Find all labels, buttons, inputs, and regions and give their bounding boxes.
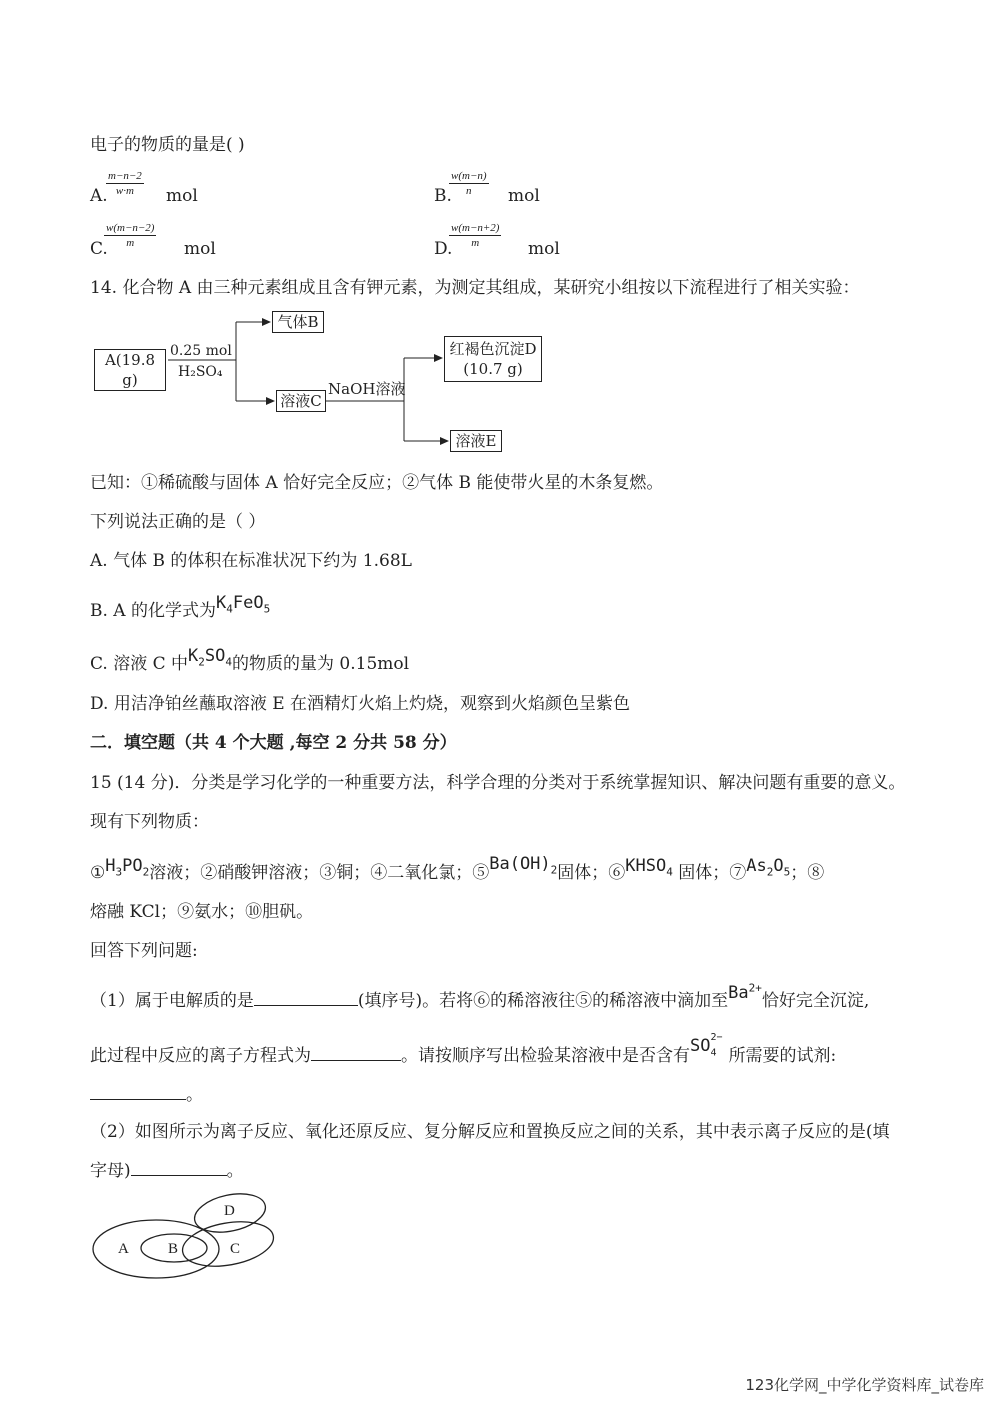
q13-option-d-letter: D. — [434, 239, 453, 259]
formula-h3po2: $H_3PO_2$ — [105, 856, 150, 879]
q13-option-a-fraction — [106, 170, 144, 197]
solution-e-box: 溶液E — [450, 430, 502, 452]
q14-option-a: A. 气体 B 的体积在标准状况下约为 1.68L — [90, 551, 412, 571]
formula-k4feo5: $K_4FeO_5$ — [215, 593, 271, 616]
q15-part2-line2 — [90, 1156, 244, 1181]
reagent-h2so4: H₂SO₄ — [178, 364, 223, 380]
precipitate-d-mass: (10.7 g) — [463, 360, 523, 378]
answer-blank-ionic-reaction[interactable] — [131, 1175, 227, 1176]
q15-part1-line1 — [90, 981, 870, 1011]
gas-b-box: 气体B — [272, 311, 324, 333]
q14-option-c-suffix: 的物质的量为 0.15mol — [232, 654, 410, 674]
q13-option-d-denominator: m — [471, 237, 480, 249]
item-1-marker: ① — [90, 863, 106, 883]
reagent-amount: 0.25 mol — [170, 343, 232, 359]
q13-option-c-numerator: w(m−n−2) — [106, 222, 155, 234]
venn-label-d: D — [224, 1203, 235, 1219]
part1-text-2: (填序号)。若将⑥的稀溶液往⑤的稀溶液中滴加至 — [357, 991, 729, 1011]
answer-blank-reagents[interactable] — [90, 1099, 186, 1100]
q13-option-b-denominator: n — [466, 185, 472, 197]
q15-part2-line1: （2）如图所示为离子反应、氧化还原反应、复分解反应和置换反应之间的关系，其中表示离子反应的是(填 — [90, 1122, 890, 1142]
q15-part1-line2 — [90, 1032, 837, 1068]
q13-option-a-letter: A. — [90, 186, 108, 206]
part1-text-6: 所需要的试剂: — [728, 1046, 837, 1066]
part1-text-1: （1）属于电解质的是 — [90, 991, 254, 1011]
substances-text-1: 溶液；②硝酸钾溶液；③铜；④二氧化氯；⑤ — [149, 863, 490, 883]
formula-ba-oh-2: $Ba(OH)_2$ — [489, 854, 558, 877]
q14-known: 已知：①稀硫酸与固体 A 恰好完全反应；②气体 B 能使带火星的木条复燃。 — [90, 473, 664, 493]
q14-prompt: 下列说法正确的是（ ） — [90, 512, 266, 532]
q13-option-b-letter: B. — [434, 186, 452, 206]
substances-text-4: ；⑧ — [790, 863, 825, 883]
substances-text-2: 固体；⑥ — [557, 863, 626, 883]
venn-diagram — [88, 1190, 288, 1290]
q14-option-c — [90, 646, 410, 676]
ion-ba2plus: $Ba^{2+}$ — [728, 981, 762, 1003]
q13-option-b-fraction — [449, 170, 489, 197]
footer-watermark: 123化学网_中学化学资料库_试卷库 — [745, 1376, 984, 1394]
q15-intro: 现有下列物质： — [90, 812, 209, 832]
part1-text-4: 此过程中反应的离子方程式为 — [90, 1046, 311, 1066]
q13-option-c-letter: C. — [90, 239, 108, 259]
section-2-title: 二．填空题（共 4 个大题 ,每空 2 分共 58 分） — [90, 733, 457, 753]
venn-label-b: B — [168, 1241, 179, 1257]
q13-option-d-unit: mol — [528, 239, 560, 259]
answer-blank-electrolytes[interactable] — [254, 1005, 358, 1006]
formula-khso4: $KHSO_4$ — [625, 856, 673, 879]
q15-substances-line1 — [90, 854, 825, 885]
answer-blank-ionic-equation[interactable] — [311, 1060, 401, 1061]
q13-option-b-numerator: w(m−n) — [451, 170, 487, 182]
q13-option-c-denominator: m — [126, 237, 135, 249]
q13-option-d-fraction — [449, 222, 501, 249]
substances-text-3: 固体；⑦ — [678, 863, 747, 883]
venn-ellipse-a — [93, 1220, 219, 1278]
solution-c-box: 溶液C — [276, 390, 326, 412]
q13-stem: 电子的物质的量是( ) — [90, 135, 245, 155]
part1-text-5: 。请按顺序写出检验某溶液中是否含有 — [401, 1046, 690, 1066]
q15-answer-prompt: 回答下列问题: — [90, 941, 198, 961]
q14-option-c-prefix: C. 溶液 C 中 — [90, 654, 189, 674]
compound-a-box: A(19.8 g) — [94, 349, 166, 391]
q13-option-a-unit: mol — [166, 186, 198, 206]
precipitate-d-box — [444, 336, 542, 382]
q13-option-c-fraction — [104, 222, 156, 249]
q15-substances-line2: 熔融 KCl；⑨氨水；⑩胆矾。 — [90, 902, 314, 922]
precipitate-d-name: 红褐色沉淀D — [449, 340, 537, 358]
q13-option-b-unit: mol — [508, 186, 540, 206]
q13-option-a-denominator: w·m — [115, 185, 134, 197]
naoh-label: NaOH溶液 — [328, 380, 406, 398]
q14-option-b-text: B. A 的化学式为 — [90, 601, 216, 621]
q15-part1-line3 — [90, 1080, 203, 1105]
ion-so4-2minus: $SO_4^{2-}$ — [690, 1032, 723, 1059]
part1-period: 。 — [186, 1085, 203, 1105]
q13-option-d-numerator: w(m−n+2) — [451, 222, 500, 234]
formula-as2o5: $As_2O_5$ — [746, 856, 791, 879]
formula-k2so4: $K_2SO_4$ — [188, 646, 233, 669]
part1-text-3: 恰好完全沉淀, — [761, 991, 870, 1011]
q15-stem: 15 (14 分)．分类是学习化学的一种重要方法，科学合理的分类对于系统掌握知识、解决问题有重要的意义。 — [90, 773, 906, 793]
part2-text: 字母) — [90, 1161, 131, 1181]
part2-period: 。 — [226, 1161, 244, 1181]
q13-option-a-numerator: m−n−2 — [108, 170, 142, 182]
venn-ellipse-c — [179, 1215, 277, 1272]
q13-option-c-unit: mol — [184, 239, 216, 259]
venn-label-c: C — [230, 1241, 241, 1257]
q14-option-d: D. 用洁净铂丝蘸取溶液 E 在酒精灯火焰上灼烧，观察到火焰颜色呈紫色 — [90, 694, 631, 714]
venn-label-a: A — [118, 1241, 129, 1257]
q14-option-b — [90, 593, 271, 623]
q14-stem: 14. 化合物 A 由三种元素组成且含有钾元素，为测定其组成，某研究小组按以下流程进行了相关实验： — [90, 278, 860, 298]
